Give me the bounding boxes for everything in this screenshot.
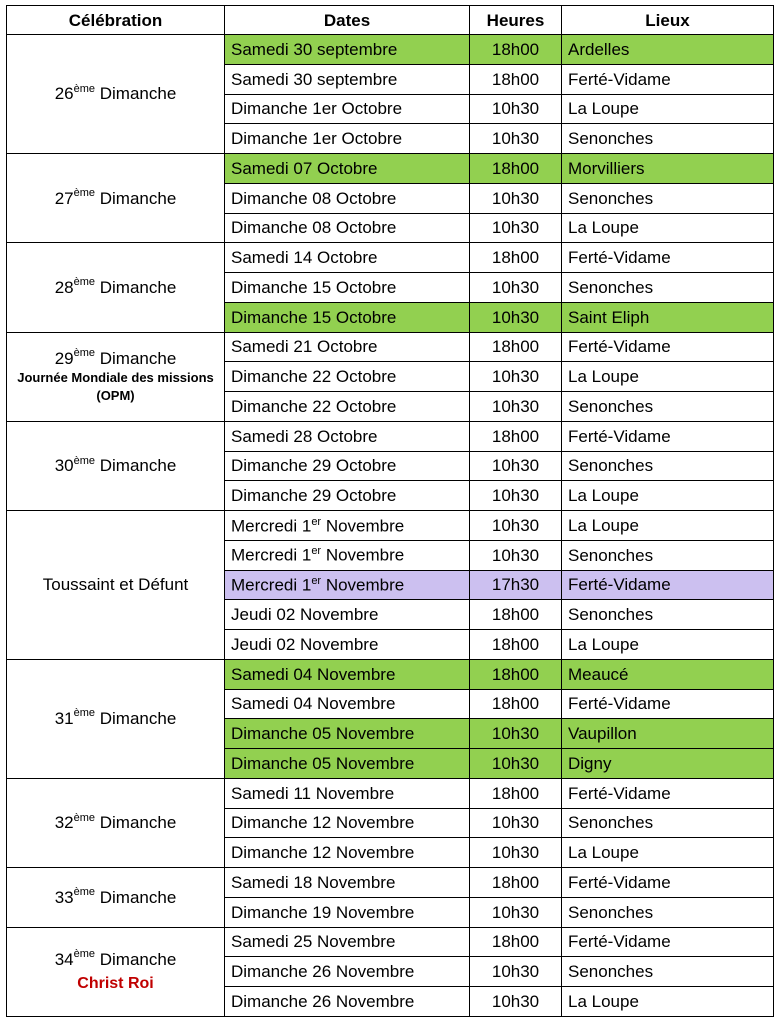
time-cell: 10h30: [470, 808, 562, 838]
date-text: Dimanche 12 Novembre: [231, 843, 415, 863]
time-cell: 18h00: [470, 35, 562, 65]
place-cell: Senonches: [562, 451, 774, 481]
date-cell: [225, 511, 470, 541]
date-text: Jeudi 02 Novembre: [231, 605, 379, 625]
time-cell: 10h30: [470, 540, 562, 570]
date-text: Dimanche 05 Novembre: [231, 724, 415, 744]
table-row: [7, 927, 774, 957]
table-row: [7, 659, 774, 689]
date-cell: [225, 868, 470, 898]
table-row: [7, 332, 774, 362]
date-text: Samedi 04 Novembre: [231, 664, 396, 684]
time-cell: 10h30: [470, 749, 562, 779]
place-cell: La Loupe: [562, 213, 774, 243]
celebration-cell: [7, 243, 225, 332]
celebration-title: [55, 950, 177, 969]
place-cell: Meaucé: [562, 659, 774, 689]
celebration-label: Dimanche: [95, 950, 177, 969]
header-heures: Heures: [470, 6, 562, 35]
place-cell: Saint Eliph: [562, 302, 774, 332]
time-cell: 10h30: [470, 838, 562, 868]
date-text: Dimanche 1er Octobre: [231, 99, 403, 119]
celebration-label: Dimanche: [95, 813, 177, 833]
celebration-title: [54, 885, 177, 907]
date-cell: [225, 987, 470, 1017]
celebration-ordinal: ème: [73, 811, 96, 824]
table-row: [7, 868, 774, 898]
date-month: Novembre: [321, 516, 405, 536]
celebration-number: 32: [54, 813, 74, 833]
header-dates: Dates: [225, 6, 470, 35]
time-cell: 10h30: [470, 392, 562, 422]
date-text: Dimanche 29 Octobre: [231, 456, 397, 476]
time-cell: 18h00: [470, 927, 562, 957]
celebration-number: 33: [54, 887, 74, 907]
date-text: Samedi 07 Octobre: [231, 158, 378, 178]
celebration-number: 26: [54, 84, 74, 104]
place-cell: Senonches: [562, 540, 774, 570]
time-cell: 18h00: [470, 332, 562, 362]
celebration-cell: [7, 659, 225, 778]
place-cell: Ferté-Vidame: [562, 64, 774, 94]
time-cell: 17h30: [470, 570, 562, 600]
header-lieux: Lieux: [562, 6, 774, 35]
date-cell: [225, 154, 470, 184]
celebration-cell: [7, 332, 225, 421]
celebration-number: 31: [54, 709, 74, 729]
date-text: Dimanche 08 Octobre: [231, 218, 397, 238]
schedule-body: [7, 35, 774, 1017]
place-cell: La Loupe: [562, 838, 774, 868]
mass-schedule-table: [6, 5, 774, 1017]
celebration-cell: [7, 35, 225, 154]
place-cell: Ferté-Vidame: [562, 421, 774, 451]
date-text: Mercredi 1: [231, 575, 312, 595]
date-cell: [225, 421, 470, 451]
celebration-number: 34: [54, 950, 74, 969]
celebration-title: [55, 84, 177, 103]
header-celebration: Célébration: [7, 6, 225, 35]
celebration-label: Dimanche: [95, 188, 177, 208]
celebration-title: [55, 349, 177, 368]
date-cell: [225, 183, 470, 213]
date-month: Novembre: [321, 575, 405, 595]
celebration-cell: [7, 927, 225, 1016]
date-cell: [225, 719, 470, 749]
time-cell: 18h00: [470, 868, 562, 898]
place-cell: Senonches: [562, 897, 774, 927]
date-cell: [225, 838, 470, 868]
celebration-label: Dimanche: [95, 348, 177, 368]
date-cell: [225, 451, 470, 481]
table-row: [7, 778, 774, 808]
date-text: Samedi 14 Octobre: [231, 248, 378, 268]
date-text: Dimanche 26 Novembre: [231, 962, 415, 982]
time-cell: 10h30: [470, 719, 562, 749]
date-text: Samedi 18 Novembre: [231, 872, 396, 892]
celebration-feast-label: Christ Roi: [77, 975, 154, 993]
time-cell: 18h00: [470, 64, 562, 94]
celebration-ordinal: ème: [73, 948, 96, 961]
date-cell: [225, 332, 470, 362]
place-cell: Ferté-Vidame: [562, 778, 774, 808]
date-cell: [225, 749, 470, 779]
time-cell: 10h30: [470, 511, 562, 541]
time-cell: 18h00: [470, 154, 562, 184]
time-cell: 10h30: [470, 481, 562, 511]
time-cell: 10h30: [470, 957, 562, 987]
date-cell: [225, 659, 470, 689]
date-cell: [225, 302, 470, 332]
place-cell: Ferté-Vidame: [562, 689, 774, 719]
celebration-cell: [7, 778, 225, 867]
date-text: Samedi 30 septembre: [231, 39, 398, 59]
celebration-ordinal: ème: [73, 347, 96, 360]
place-cell: Ferté-Vidame: [562, 868, 774, 898]
time-cell: 10h30: [470, 302, 562, 332]
celebration-ordinal: ème: [73, 82, 96, 95]
date-text: Dimanche 15 Octobre: [231, 277, 397, 297]
time-cell: 18h00: [470, 600, 562, 630]
date-text: Dimanche 22 Octobre: [231, 367, 397, 387]
place-cell: La Loupe: [562, 481, 774, 511]
place-cell: Vaupillon: [562, 719, 774, 749]
table-row: [7, 35, 774, 65]
date-text: Dimanche 26 Novembre: [231, 991, 415, 1011]
date-cell: [225, 243, 470, 273]
date-text: Dimanche 1er Octobre: [231, 129, 403, 149]
date-text: Dimanche 19 Novembre: [231, 902, 415, 922]
place-cell: Senonches: [562, 392, 774, 422]
time-cell: 18h00: [470, 243, 562, 273]
place-cell: Ferté-Vidame: [562, 332, 774, 362]
place-cell: Senonches: [562, 600, 774, 630]
celebration-title: [55, 709, 177, 728]
date-cell: [225, 481, 470, 511]
time-cell: 18h00: [470, 659, 562, 689]
time-cell: 10h30: [470, 273, 562, 303]
table-row: [7, 421, 774, 451]
date-text: Dimanche 12 Novembre: [231, 813, 415, 833]
date-text: Dimanche 22 Octobre: [231, 396, 397, 416]
date-ordinal: er: [311, 515, 322, 528]
time-cell: 18h00: [470, 689, 562, 719]
place-cell: Digny: [562, 749, 774, 779]
place-cell: Morvilliers: [562, 154, 774, 184]
celebration-subtitle: Journée Mondiale des missions (OPM): [17, 370, 214, 404]
table-row: [7, 511, 774, 541]
place-cell: La Loupe: [562, 987, 774, 1017]
celebration-label: Toussaint et Défunt: [42, 575, 189, 595]
date-cell: [225, 927, 470, 957]
date-ordinal: er: [311, 545, 322, 558]
celebration-title: [55, 278, 177, 297]
celebration-label: Dimanche: [95, 709, 177, 729]
date-cell: [225, 808, 470, 838]
celebration-label: Dimanche: [95, 84, 177, 104]
date-cell: [225, 570, 470, 600]
place-cell: La Loupe: [562, 362, 774, 392]
date-text: Dimanche 08 Octobre: [231, 188, 397, 208]
celebration-number: 29: [54, 348, 74, 368]
date-text: Samedi 30 septembre: [231, 69, 398, 89]
place-cell: La Loupe: [562, 94, 774, 124]
table-row: [7, 154, 774, 184]
date-ordinal: er: [311, 575, 322, 588]
date-text: Samedi 11 Novembre: [231, 783, 395, 803]
time-cell: 10h30: [470, 213, 562, 243]
date-cell: [225, 778, 470, 808]
celebration-title: [55, 456, 177, 475]
celebration-ordinal: ème: [73, 276, 96, 289]
date-text: Samedi 21 Octobre: [231, 337, 378, 357]
date-cell: [225, 540, 470, 570]
time-cell: 10h30: [470, 897, 562, 927]
celebration-cell: [7, 511, 225, 660]
date-text: Dimanche 15 Octobre: [231, 307, 397, 327]
time-cell: 10h30: [470, 362, 562, 392]
date-cell: [225, 362, 470, 392]
header-row: [7, 6, 774, 35]
date-month: Novembre: [321, 545, 405, 565]
time-cell: 18h00: [470, 421, 562, 451]
celebration-ordinal: ème: [73, 885, 96, 898]
celebration-label: Dimanche: [95, 887, 177, 907]
time-cell: 10h30: [470, 124, 562, 154]
place-cell: Senonches: [562, 183, 774, 213]
place-cell: La Loupe: [562, 511, 774, 541]
time-cell: 10h30: [470, 94, 562, 124]
place-cell: Senonches: [562, 273, 774, 303]
date-text: Samedi 04 Novembre: [231, 694, 396, 714]
date-text: Jeudi 02 Novembre: [231, 634, 379, 654]
celebration-number: 30: [54, 456, 74, 476]
date-cell: [225, 64, 470, 94]
place-cell: Senonches: [562, 808, 774, 838]
date-cell: [225, 392, 470, 422]
celebration-title: [54, 186, 177, 208]
time-cell: 10h30: [470, 451, 562, 481]
celebration-number: 27: [54, 188, 74, 208]
place-cell: Ferté-Vidame: [562, 927, 774, 957]
date-text: Samedi 28 Octobre: [231, 426, 378, 446]
celebration-label: Dimanche: [95, 277, 177, 297]
celebration-ordinal: ème: [73, 186, 96, 199]
celebration-label: Dimanche: [95, 456, 177, 476]
date-cell: [225, 897, 470, 927]
place-cell: Senonches: [562, 957, 774, 987]
place-cell: La Loupe: [562, 630, 774, 660]
date-text: Samedi 25 Novembre: [231, 932, 396, 952]
date-text: Dimanche 29 Octobre: [231, 486, 397, 506]
place-cell: Ferté-Vidame: [562, 243, 774, 273]
date-cell: [225, 35, 470, 65]
time-cell: 10h30: [470, 183, 562, 213]
time-cell: 10h30: [470, 987, 562, 1017]
date-cell: [225, 957, 470, 987]
date-cell: [225, 94, 470, 124]
celebration-title: [43, 575, 189, 594]
celebration-ordinal: ème: [73, 707, 96, 720]
place-cell: Senonches: [562, 124, 774, 154]
table-row: [7, 243, 774, 273]
date-cell: [225, 630, 470, 660]
date-cell: [225, 600, 470, 630]
celebration-cell: [7, 421, 225, 510]
place-cell: Ardelles: [562, 35, 774, 65]
place-cell: Ferté-Vidame: [562, 570, 774, 600]
date-cell: [225, 273, 470, 303]
celebration-number: 28: [54, 277, 74, 297]
date-cell: [225, 689, 470, 719]
date-text: Mercredi 1: [231, 516, 312, 536]
celebration-title: [55, 813, 177, 832]
time-cell: 18h00: [470, 778, 562, 808]
celebration-ordinal: ème: [73, 454, 96, 467]
time-cell: 18h00: [470, 630, 562, 660]
celebration-cell: [7, 154, 225, 243]
date-text: Dimanche 05 Novembre: [231, 753, 415, 773]
date-text: Mercredi 1: [231, 545, 312, 565]
celebration-cell: [7, 868, 225, 928]
date-cell: [225, 213, 470, 243]
date-cell: [225, 124, 470, 154]
schedule-container: [6, 5, 774, 1017]
